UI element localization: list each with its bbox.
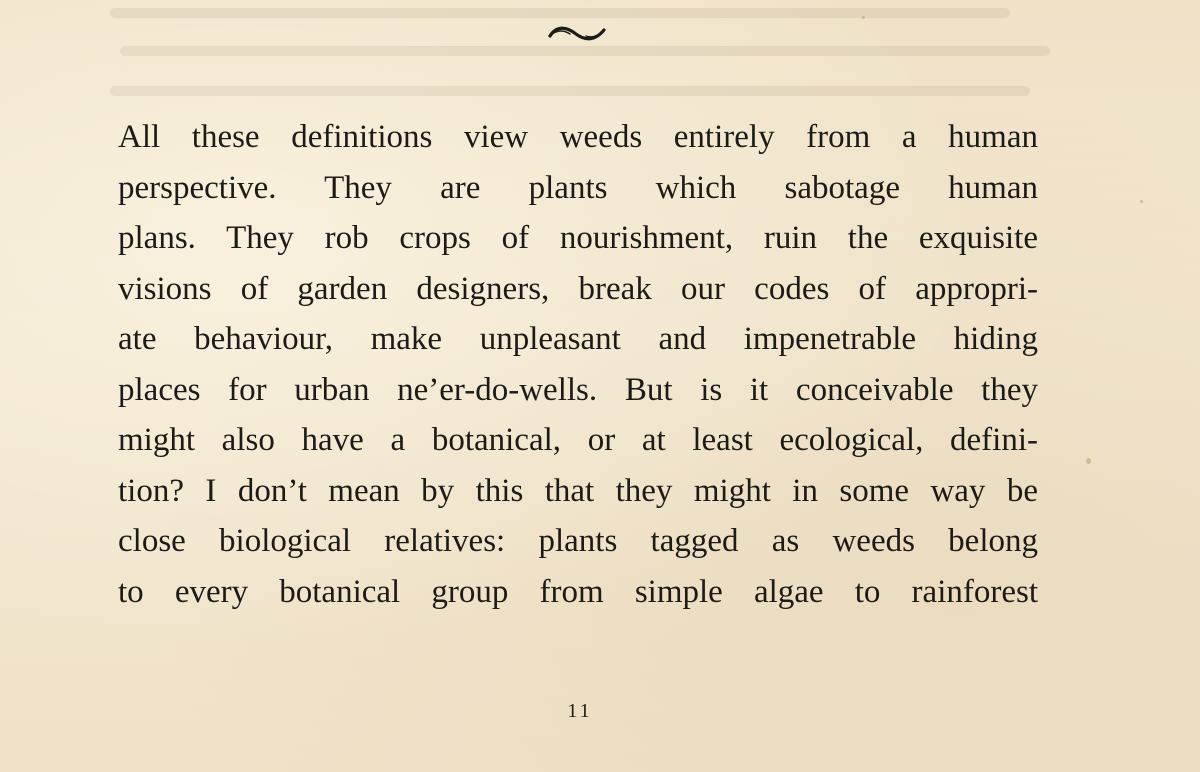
text-line: might also have a botanical, or at least ecological, defini-: [118, 422, 1038, 458]
body-paragraph: [118, 112, 1038, 617]
text-line: close biological relatives: plants tagged as weeds belong: [118, 523, 1038, 559]
show-through-text: [110, 0, 1070, 120]
text-line: tion? I don’t mean by this that they might in some way be: [118, 472, 1038, 509]
paper-speck: [1086, 458, 1091, 464]
page-number: 11: [567, 700, 593, 722]
text-line: places for urban ne’er-do-wells. But is it conceivable they: [118, 371, 1038, 408]
text-line: All these definitions view weeds entirely from a human: [118, 119, 1038, 155]
paper-speck: [1140, 200, 1143, 203]
paper-speck: [862, 16, 865, 19]
text-line: to every botanical group from simple algae to rainforest: [118, 573, 1038, 610]
text-line: visions of garden designers, break our codes of appropri-: [118, 270, 1038, 307]
text-line: perspective. They are plants which sabotage human: [118, 169, 1038, 206]
swash-ornament-icon: [546, 22, 610, 46]
text-line: plans. They rob crops of nourishment, ruin the exquisite: [118, 220, 1038, 256]
text-line: ate behaviour, make unpleasant and impenetrable hiding: [118, 321, 1038, 357]
